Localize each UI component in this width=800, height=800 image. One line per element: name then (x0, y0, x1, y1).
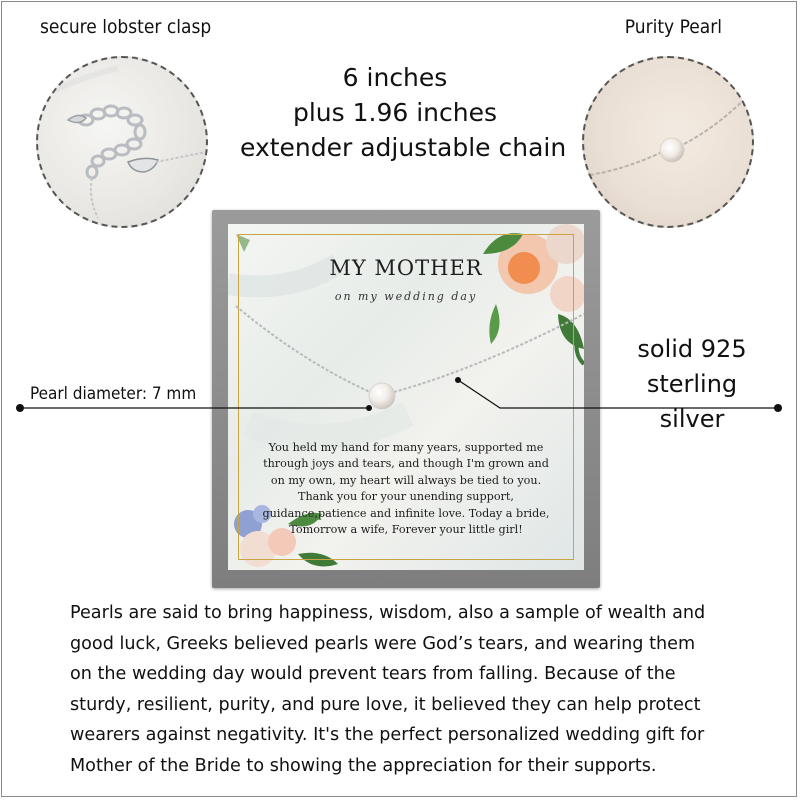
callout-dot (366, 405, 372, 411)
card-message-line: Thank you for your unending support, (298, 490, 514, 504)
pearl (369, 383, 395, 409)
clasp-label: secure lobster clasp (40, 16, 212, 38)
card-message-line: Tomorrow a wife, Forever your little girl! (289, 523, 523, 537)
description-text (70, 598, 760, 782)
chain-right (394, 314, 584, 392)
callout-dot (16, 404, 24, 412)
length-line-2: plus 1.96 inches (292, 98, 498, 127)
description-line: good luck, Greeks believed pearls were God’s tears, and wearing them (70, 633, 696, 654)
chain-left (236, 306, 370, 392)
description-line: on the wedding day would prevent tears from falling. Because of the (70, 664, 676, 685)
card-message-line: guidance,patience and infinite love. Today a bride, (262, 506, 550, 520)
description-line: sturdy, resilient, purity, and pure love, it believed they can help protect (70, 694, 701, 715)
description-line: Mother of the Bride to showing the appreciation for their supports. (70, 755, 657, 776)
callout-dot (455, 377, 461, 383)
card-subtitle: on my wedding day (334, 290, 478, 303)
length-line-3: extender adjustable chain (240, 133, 567, 162)
card-message-line: on my own, my heart will always be tied to you. (270, 473, 542, 487)
material-info (612, 332, 772, 437)
callout-dot (774, 404, 782, 412)
pearl-label: Purity Pearl (624, 16, 722, 38)
material-line-2: sterling silver (646, 370, 738, 433)
description-line: wearers against negativity. It's the perfect personalized wedding gift for (70, 725, 705, 746)
material-line-1: solid 925 (637, 335, 747, 363)
length-line-1: 6 inches (342, 63, 448, 92)
pearl-diameter-label: Pearl diameter: 7 mm (30, 384, 197, 404)
card-title: MY MOTHER (329, 256, 483, 280)
description-line: Pearls are said to bring happiness, wisdom, also a sample of wealth and (70, 603, 706, 623)
card-message-line: You held my hand for many years, supported me (268, 441, 544, 454)
card-message-line: through joys and tears, and though I'm grown and (263, 457, 549, 471)
